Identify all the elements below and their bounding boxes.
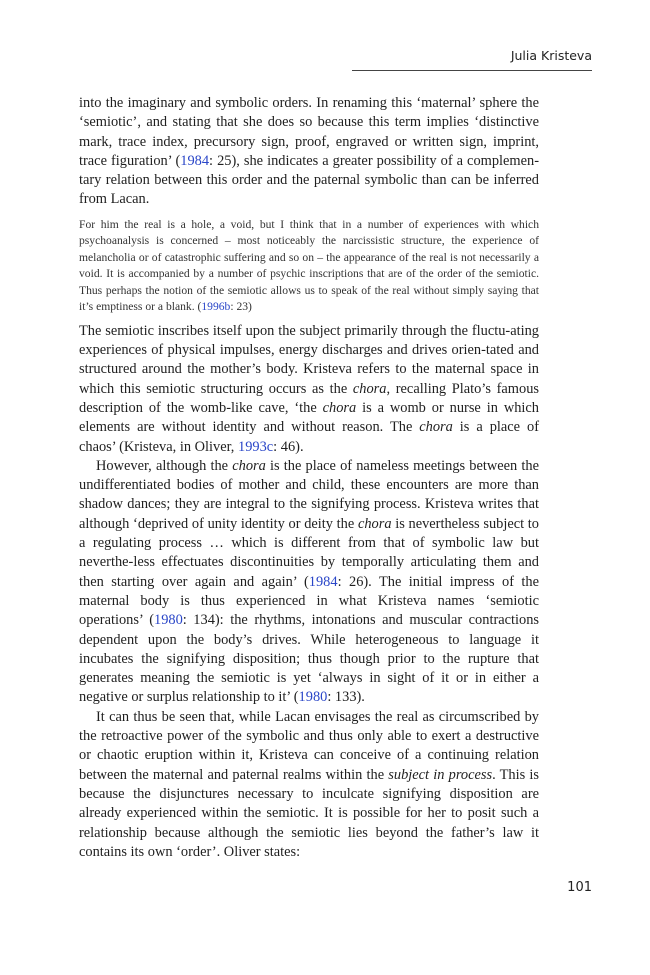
italic-term: chora	[232, 457, 266, 474]
page-number: 101	[567, 880, 592, 895]
text-run: , recalling Plato’s famous description of the womb-like cave, ‘the	[79, 380, 539, 416]
italic-term: chora	[322, 399, 357, 416]
paragraph-4	[79, 708, 539, 862]
text-run: : 23)	[230, 300, 252, 314]
text-run: is a place of chaos’ (Kristeva, in Oliver,	[79, 419, 539, 455]
text-run: The semiotic inscribes itself upon the subject primarily through the fluctu-ating experiences of physical impulses, energy discharges and drives orien-tated and structured around the mother’s body. Kristeva refers to the maternal space in which this semiotic structuring occurs as the	[79, 322, 539, 397]
text-run: : 46).	[273, 438, 304, 455]
citation-link[interactable]: 1984	[308, 573, 338, 590]
italic-term: chora	[419, 419, 453, 436]
italic-term: chora	[352, 380, 387, 397]
italic-term: subject in process	[388, 766, 493, 783]
body-text	[79, 94, 539, 862]
citation-link[interactable]: 1984	[180, 152, 210, 169]
text-run: is a womb or nurse in which elements are without identity and without reason. The	[79, 399, 539, 436]
paragraph-1	[79, 94, 539, 210]
text-run: into the imaginary and symbolic orders. In renaming this ‘maternal’ sphere the ‘semiotic’, and stating that she does so because this term implies ‘distinctive mark, trace index, precursory sign, proof, engraved or written sign, imprint, trace figuration’ (	[79, 95, 539, 169]
text-run: It can thus be seen that, while Lacan envisages the real as circumscribed by the retroactive power of the symbolic and thus only able to exert a destructive or chaotic eruption within it, Kristeva can conceive of a continuing relation between the maternal and paternal realms within the	[79, 708, 539, 783]
paragraph-2	[79, 322, 539, 457]
block-quote	[79, 217, 539, 316]
text-run: : 26). The initial impress of the maternal body is thus experienced in what Kristeva names ‘semiotic operations’ (	[79, 573, 540, 629]
text-run: . This is because the disjunctures necessary to inculcate signifying disposition are already experienced within the semiotic. It is possible for her to posit such a relationship because although the semiotic lies beyond the father’s law it contains its own ‘order’. Oliver states:	[79, 766, 540, 860]
citation-link[interactable]: 1980	[298, 689, 328, 706]
text-run: is the place of nameless meetings between the undifferentiated bodies of mother and child, these encounters are more than shadow dances; they are integral to the signifying process. Kristeva writes that although ‘deprived of unity identity or deity the	[79, 457, 539, 532]
text-run: For him the real is a hole, a void, but I think that in a number of experiences with which psychoanalysis is concerned – most noticeably the narcissistic structure, the experience of melancholia or of catastrophic suffering and so on – the appearance of the real is not necessarily a void. It is accompanied by a number of psychic inscriptions that are of the order of the semiotic. Thus perhaps the notion of the semiotic allows us to speak of the real without simply saying that it’s emptiness or a blank. (	[79, 217, 539, 314]
paragraph-3	[79, 457, 539, 708]
running-head: Julia Kristeva	[510, 48, 592, 63]
italic-term: chora	[357, 515, 392, 532]
citation-link[interactable]: 1980	[154, 612, 183, 629]
citation-link[interactable]: 1996b	[201, 300, 231, 314]
header-rule	[352, 70, 592, 71]
text-run: is nevertheless subject to a regulating process … which is different from that of symbolic law but neverthe-less effectuates discontinuities by temporally articulating them and then starting over again and again’ (	[79, 515, 539, 590]
text-run: : 25), she indicates a greater possibility of a complemen-tary relation between this order and the paternal symbolic than can be inferred from Lacan.	[79, 152, 539, 208]
text-run: However, although the	[96, 457, 233, 474]
text-run: : 133).	[327, 689, 365, 706]
text-run: : 134): the rhythms, intonations and muscular contractions dependent upon the body’s drives. While heterogeneous to language it incubates the signifying disposition; thus though prior to the rupture that generates meaning the semiotic is yet ‘always in sight of it or in either a negative or surplus relationship to it’ (	[79, 612, 539, 706]
citation-link[interactable]: 1993c	[238, 438, 274, 455]
